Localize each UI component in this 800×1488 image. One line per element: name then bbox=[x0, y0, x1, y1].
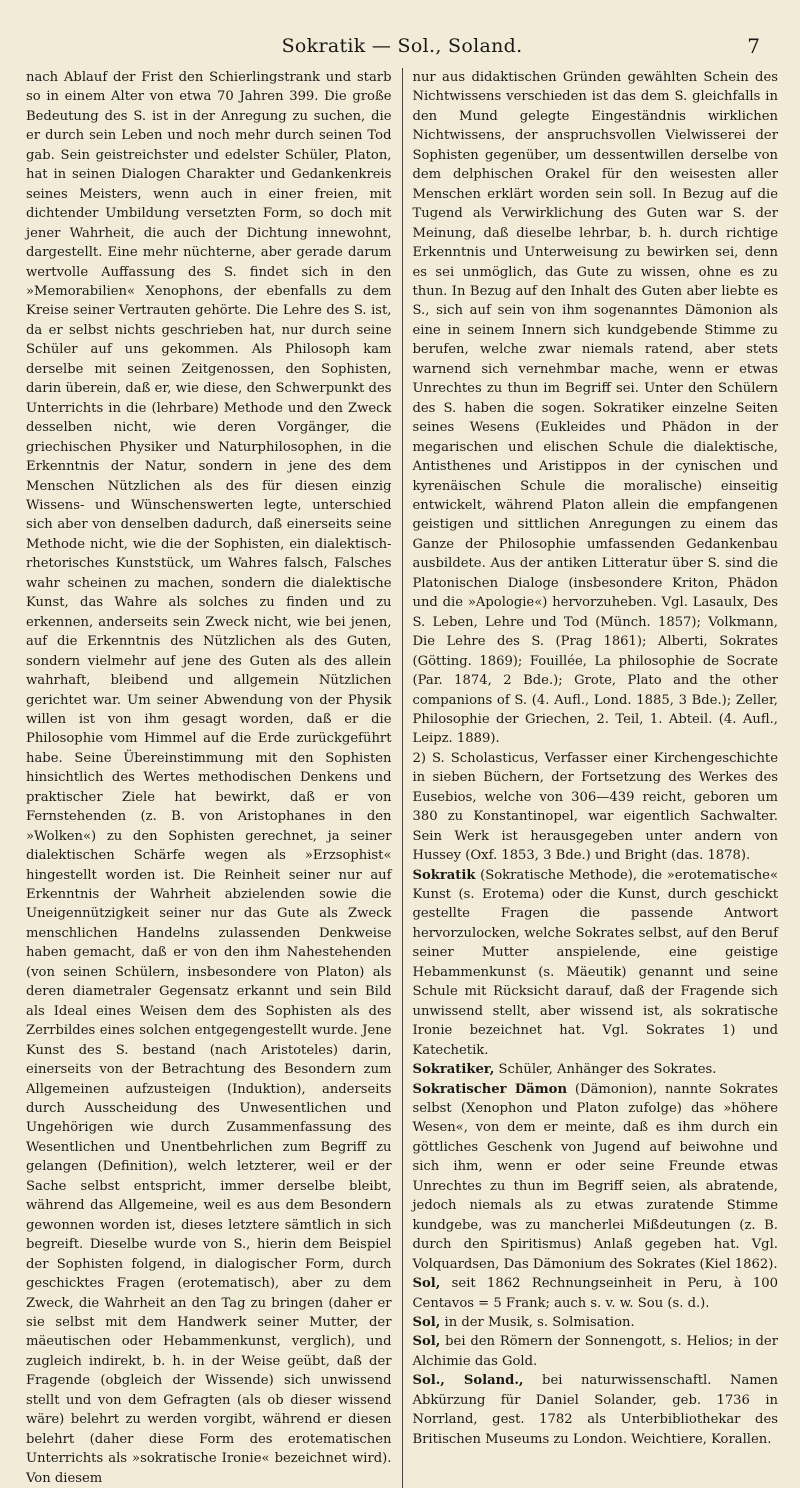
entry-text: bei den Römern der Sonnengott, s. Helios; in der Alchimie das Gold. bbox=[412, 1334, 778, 1369]
entry-headword: Sol, bbox=[412, 1334, 441, 1350]
entry-headword: Sol, bbox=[412, 1276, 441, 1292]
entry-sol-musik bbox=[412, 1313, 778, 1332]
running-head: Sokratik — Sol., Soland. bbox=[281, 35, 523, 57]
entry-sol-peru bbox=[412, 1274, 778, 1313]
right-column bbox=[402, 68, 778, 1488]
two-column-body bbox=[26, 68, 778, 1488]
entry-text: bei naturwissenschaftl. Namen Abkürzung für Daniel Solander, geb. 1736 in Norrland, gest. 1782 als Unterbibliothekar des Britischen Museums zu London. Weichtiere, Korallen. bbox=[412, 1373, 778, 1447]
entry-text: in der Musik, s. Solmisation. bbox=[440, 1315, 635, 1330]
page-header bbox=[26, 32, 778, 60]
entry-text: seit 1862 Rechnungseinheit in Peru, à 100 Centavos = 5 Frank; auch s. v. w. Sou (s. d.). bbox=[412, 1276, 778, 1311]
entry-sokratiker bbox=[412, 1060, 778, 1079]
entry-text: (Sokratische Methode), die »erotematische« Kunst (s. Erotema) oder die Kunst, durch geschickt gestellte Fragen die passende Antwort hervorzulocken, welche Sokrates selbst, auf den Beruf seiner Mutter anspielende, eine geistige Hebammenkunst (s. Mäeutik) genannt und seine Schule mit Rücksicht darauf, daß der Fragende sich unwissend stellt, aber wissend ist, als sokratische Ironie bezeichnet hat. Vgl. Sokrates 1) und Katechetik. bbox=[412, 867, 778, 1058]
entry-headword: Sol, bbox=[412, 1315, 441, 1330]
entry-text: (Dämonion), nannte Sokrates selbst (Xenophon und Platon zufolge) das »höhere Wesen«, von dem er meinte, daß es ihm durch ein göttliches Geschenk von Jugend auf beiwohne und sich ihm, wenn er oder seine Freunde etwas Unrechtes zu thun im Begriff seien, als abratende, jedoch niemals als zu etwas zuratende Stimme kundgebe, was zu mancherlei Mißdeutungen (z. B. durch den Spiritismus) Anlaß gegeben hat. Vgl. Volquardsen, Das Dämonium des Sokrates (Kiel 1862). bbox=[412, 1081, 778, 1272]
entry-sol-roemer bbox=[412, 1332, 778, 1371]
entry-sokratik bbox=[412, 866, 778, 1061]
entry-text: 2) S. Scholasticus, Verfasser einer Kirchengeschichte in sieben Büchern, der Fortsetzung des Werkes des Eusebios, welche von 306—439 reicht, geboren um 380 zu Konstantinopel, war eigentlich Sachwalter. Sein Werk ist herausgegeben unter andern von Hussey (Oxf. 1853, 3 Bde.) und Bright (das. 1878). bbox=[412, 750, 778, 864]
right-column-continuation: nur aus didaktischen Gründen gewählten Schein des Nichtwissens verschieden ist das dem S. gleichfalls in den Mund gelegte Eingeständnis wirklichen Nichtwissens, der anspruchsvollen Vielwisserei der Sophisten gegenüber, um dessentwillen derselbe von dem delphischen Orakel für den weisesten aller Menschen erklärt worden sein soll. In Bezug auf die Tugend als Verwirklichung des Guten war S. der Meinung, daß dieselbe lehrbar, b. h. durch richtige Erkenntnis und Unterweisung zu bewirken sei, denn es sei unmöglich, das Gute zu wissen, ohne es zu thun. In Bezug auf den Inhalt des Guten aber liebte es S., sich auf sein von ihm sogenanntes Dämonion als eine in seinem Innern sich kundgebende Stimme zu berufen, welche zwar niemals ratend, aber stets warnend sich vernehmbar mache, wenn er etwas Unrechtes zu thun im Begriff sei. Unter den Schülern des S. haben die sogen. Sokratiker einzelne Seiten seines Wesens (Eukleides und Phädon in der megarischen und elischen Schule die dialektische, Antisthenes und Aristippos in der cynischen und kyrenäischen Schule die moralische) einseitig entwickelt, während Platon allein die empfangenen geistigen und sittlichen Anregungen zu einem das Ganze der Philosophie umfassenden Gedankenbau ausbildete. Aus der antiken Litteratur über S. sind die Platonischen Dialoge (insbesondere Kriton, Phädon und die »Apologie«) hervorzuheben. Vgl. Lasaulx, Des S. Leben, Lehre und Tod (Münch. 1857); Volkmann, Die Lehre des S. (Prag 1861); Alberti, Sokrates (Götting. 1869); Fouillée, La philosophie de Socrate (Par. 1874, 2 Bde.); Grote, Plato and the other companions of S. (4. Aufl., Lond. 1885, 3 Bde.); Zeller, Philosophie der Griechen, 2. Teil, 1. Abteil. (4. Aufl., Leipz. 1889). bbox=[412, 70, 778, 747]
left-column-text: nach Ablauf der Frist den Schierlingstrank und starb so in einem Alter von etwa 70 Jahren 399. Die große Bedeutung des S. ist in der Anregung zu suchen, die er durch sein Leben und noch mehr durch seinen Tod gab. Sein geistreichster und edelster Schüler, Platon, hat in seinen Dialogen Charakter und Gedankenkreis seines Meisters, wenn auch in einer freien, mit dichtender Umbildung versetzten Form, so doch mit jener Wahrheit, die auch der Dichtung innewohnt, dargestellt. Eine mehr nüchterne, aber gerade darum wertvolle Auffassung des S. findet sich in den »Memorabilien« Xenophons, der ebenfalls zu dem Kreise seiner Vertrauten gehörte. Die Lehre des S. ist, da er selbst nichts geschrieben hat, nur durch seine Schüler auf uns gekommen. Als Philosoph kam derselbe mit seinen Zeitgenossen, den Sophisten, darin überein, daß er, wie diese, den Schwerpunkt des Unterrichts in die (lehrbare) Methode und den Zweck desselben nicht, wie deren Vorgänger, die griechischen Physiker und Naturphilosophen, in die Erkenntnis der Natur, sondern in jene des dem Menschen Nützlichen als des für diesen einzig Wissens- und Wünschenswerten legte, unterschied sich aber von denselben dadurch, daß einerseits seine Methode nicht, wie die der Sophisten, ein dialektisch-rhetorisches Kunststück, um Wahres falsch, Falsches wahr scheinen zu machen, sondern die dialektische Kunst, das Wahre als solches zu finden und zu erkennen, anderseits sein Zweck nicht, wie bei jenen, auf die Erkenntnis des Nützlichen als des Guten, sondern vielmehr auf jene des Guten als des allein wahrhaft, bleibend und allgemein Nützlichen gerichtet war. Um seiner Abwendung von der Physik willen ist von ihm gesagt worden, daß er die Philosophie vom Himmel auf die Erde zurückgeführt habe. Seine Übereinstimmung mit den Sophisten hinsichtlich des Wertes methodischen Denkens und praktischer Ziele hat bewirkt, daß er von Fernstehenden (z. B. von Aristophanes in den »Wolken«) zu den Sophisten gerechnet, ja seiner dialektischen Schärfe wegen als »Erzsophist« hingestellt worden ist. Die Reinheit seiner nur auf Erkenntnis der Wahrheit abzielenden sowie die Uneigennützigkeit seiner nur das Gute als Zweck menschlichen Handelns zulassenden Denkweise haben gemacht, daß er von den ihm Nahestehenden (von seinen Schülern, insbesondere von Platon) als deren diametraler Gegensatz erkannt und sein Bild als Ideal eines Weisen dem des Sophisten als des Zerrbildes eines solchen entgegengestellt wurde. Jene Kunst des S. bestand (nach Aristoteles) darin, einerseits von der Betrachtung des Besondern zum Allgemeinen aufzusteigen (Induktion), anderseits durch Ausscheidung des Unwesentlichen und Ungehörigen wie durch Zusammenfassung des Wesentlichen und Unentbehrlichen zum Begriff zu gelangen (Definition), welch letzterer, weil er der Sache selbst entspricht, immer derselbe bleibt, während das Allgemeine, weil es aus dem Besondern gewonnen worden ist, dieses letztere sämtlich in sich begreift. Dieselbe wurde von S., hierin dem Beispiel der Sophisten folgend, in dialogischer Form, durch geschicktes Fragen (erotematisch), aber zu dem Zweck, die Wahrheit an den Tag zu bringen (daher er sie selbst mit dem Handwerk seiner Mutter, der mäeutischen oder Hebammenkunst, verglich), und zugleich indirekt, b. h. in der Weise geübt, daß der Fragende (obgleich der Wissende) sich unwissend stellt und von dem Gefragten (als ob dieser wissend wäre) belehrt zu werden vorgibt, während er diesen belehrt (daher diese Form des erotematischen Unterrichts als »sokratische Ironie« bezeichnet wird). Von diesem bbox=[26, 70, 392, 1486]
page-number: 7 bbox=[747, 34, 760, 58]
entry-sol-soland bbox=[412, 1371, 778, 1449]
entry-text: Schüler, Anhänger des Sokrates. bbox=[494, 1062, 717, 1078]
entry-headword: Sokratik bbox=[412, 867, 476, 883]
entry-headword: Sokratischer Dämon bbox=[412, 1081, 568, 1097]
left-column bbox=[26, 68, 402, 1488]
column-divider bbox=[402, 68, 403, 1488]
entry-sokrates-scholasticus bbox=[412, 749, 778, 866]
entry-headword: Sol., Soland., bbox=[412, 1373, 524, 1389]
entry-headword: Sokratiker, bbox=[412, 1062, 495, 1078]
entry-sokratischer-daemon bbox=[412, 1080, 778, 1275]
